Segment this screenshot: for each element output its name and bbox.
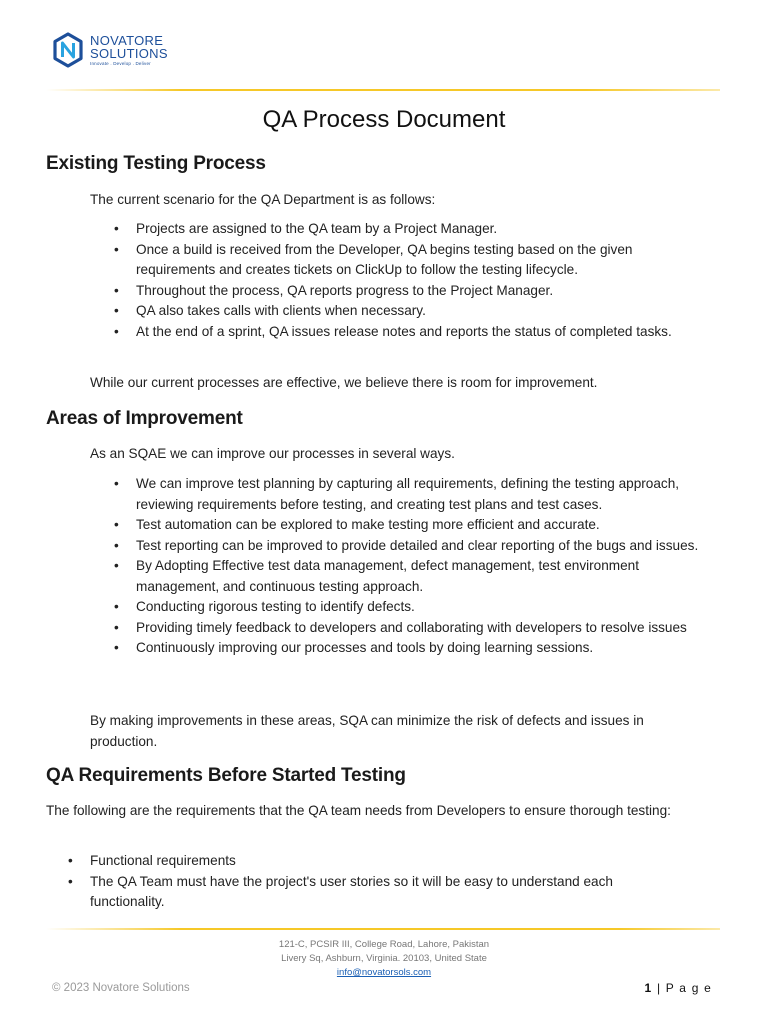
bullet-icon: • xyxy=(114,599,119,614)
list-item: • We can improve test planning by capturing all requirements, defining the testing approach, reviewing requirements before testing, and creating test plans and test cases. xyxy=(114,476,680,512)
list-item: • At the end of a sprint, QA issues release notes and reports the status of completed tasks. xyxy=(136,322,696,343)
bullet-icon: • xyxy=(114,517,119,532)
list-item: • Providing timely feedback to developers and collaborating with developers to resolve issues xyxy=(136,618,716,639)
list-item: • Throughout the process, QA reports progress to the Project Manager. xyxy=(136,281,696,302)
list-item: • Projects are assigned to the QA team by a Project Manager. xyxy=(136,219,696,240)
footer-address-line1: 121-C, PCSIR III, College Road, Lahore, Pakistan xyxy=(278,939,490,950)
requirements-bullet-list xyxy=(68,851,690,913)
improvement-bullet-list xyxy=(114,474,716,659)
bullet-icon: • xyxy=(114,241,119,257)
list-item: • By Adopting Effective test data management, defect management, test environment management, and continuous testing approach. xyxy=(114,558,640,594)
logo-tagline: Innovate . Develop . Deliver xyxy=(90,60,151,66)
company-logo xyxy=(52,30,168,70)
list-item: • Test reporting can be improved to provide detailed and clear reporting of the bugs and issues. xyxy=(136,536,716,557)
heading-qa-requirements: QA Requirements Before Started Testing xyxy=(46,765,406,786)
bullet-icon: • xyxy=(114,640,119,655)
bullet-icon: • xyxy=(114,619,119,635)
footer-email-row xyxy=(0,966,768,980)
existing-bullet-list xyxy=(114,219,696,342)
bullet-icon: • xyxy=(114,558,119,573)
page-number-value: 1 xyxy=(644,981,653,995)
list-item: • Functional requirements xyxy=(90,851,690,872)
bullet-icon: • xyxy=(114,323,119,339)
improvement-intro-paragraph: As an SQAE we can improve our processes in several ways. xyxy=(90,446,455,461)
bullet-icon: • xyxy=(114,476,119,491)
list-item: • The QA Team must have the project's user stories so it will be easy to understand each functionality. xyxy=(68,873,613,909)
existing-intro-paragraph: The current scenario for the QA Department is as follows: xyxy=(90,192,436,207)
novatore-logo-icon xyxy=(52,32,84,68)
footer-divider xyxy=(46,928,720,930)
bullet-icon: • xyxy=(114,303,119,318)
bullet-icon: • xyxy=(114,221,119,236)
page-number xyxy=(645,981,712,995)
bullet-icon: • xyxy=(114,537,119,553)
list-item: • Once a build is received from the Developer, QA begins testing based on the given requirements and creates tickets on ClickUp to follow the testing lifecycle. xyxy=(114,241,633,277)
header-divider xyxy=(46,89,720,91)
bullet-icon: • xyxy=(68,853,73,868)
page-label: | P a g e xyxy=(656,981,712,995)
list-item: • QA also takes calls with clients when necessary. xyxy=(136,301,696,322)
heading-existing-testing-process: Existing Testing Process xyxy=(46,153,266,174)
bullet-icon: • xyxy=(68,873,73,889)
footer-address-line2: Livery Sq, Ashburn, Virginia. 20103, United State xyxy=(281,953,487,964)
document-title: QA Process Document xyxy=(262,106,506,133)
existing-closing-paragraph: While our current processes are effective, we believe there is room for improvement. xyxy=(90,375,598,390)
requirements-intro-paragraph: The following are the requirements that the QA team needs from Developers to ensure thorough testing: xyxy=(46,803,671,818)
bullet-icon: • xyxy=(114,282,119,298)
list-item: • Continuously improving our processes and tools by doing learning sessions. xyxy=(136,638,716,659)
heading-areas-of-improvement: Areas of Improvement xyxy=(46,408,243,429)
improvement-closing-paragraph: By making improvements in these areas, SQA can minimize the risk of defects and issues in production. xyxy=(90,713,644,749)
list-item: • Test automation can be explored to make testing more efficient and accurate. xyxy=(136,515,716,536)
list-item: • Conducting rigorous testing to identify defects. xyxy=(136,597,716,618)
copyright-text: © 2023 Novatore Solutions xyxy=(52,982,190,994)
logo-name-line1: NOVATORE xyxy=(90,32,164,48)
footer-email-link[interactable]: info@novatorsols.com xyxy=(336,967,432,978)
logo-name-line2: SOLUTIONS xyxy=(90,45,168,61)
